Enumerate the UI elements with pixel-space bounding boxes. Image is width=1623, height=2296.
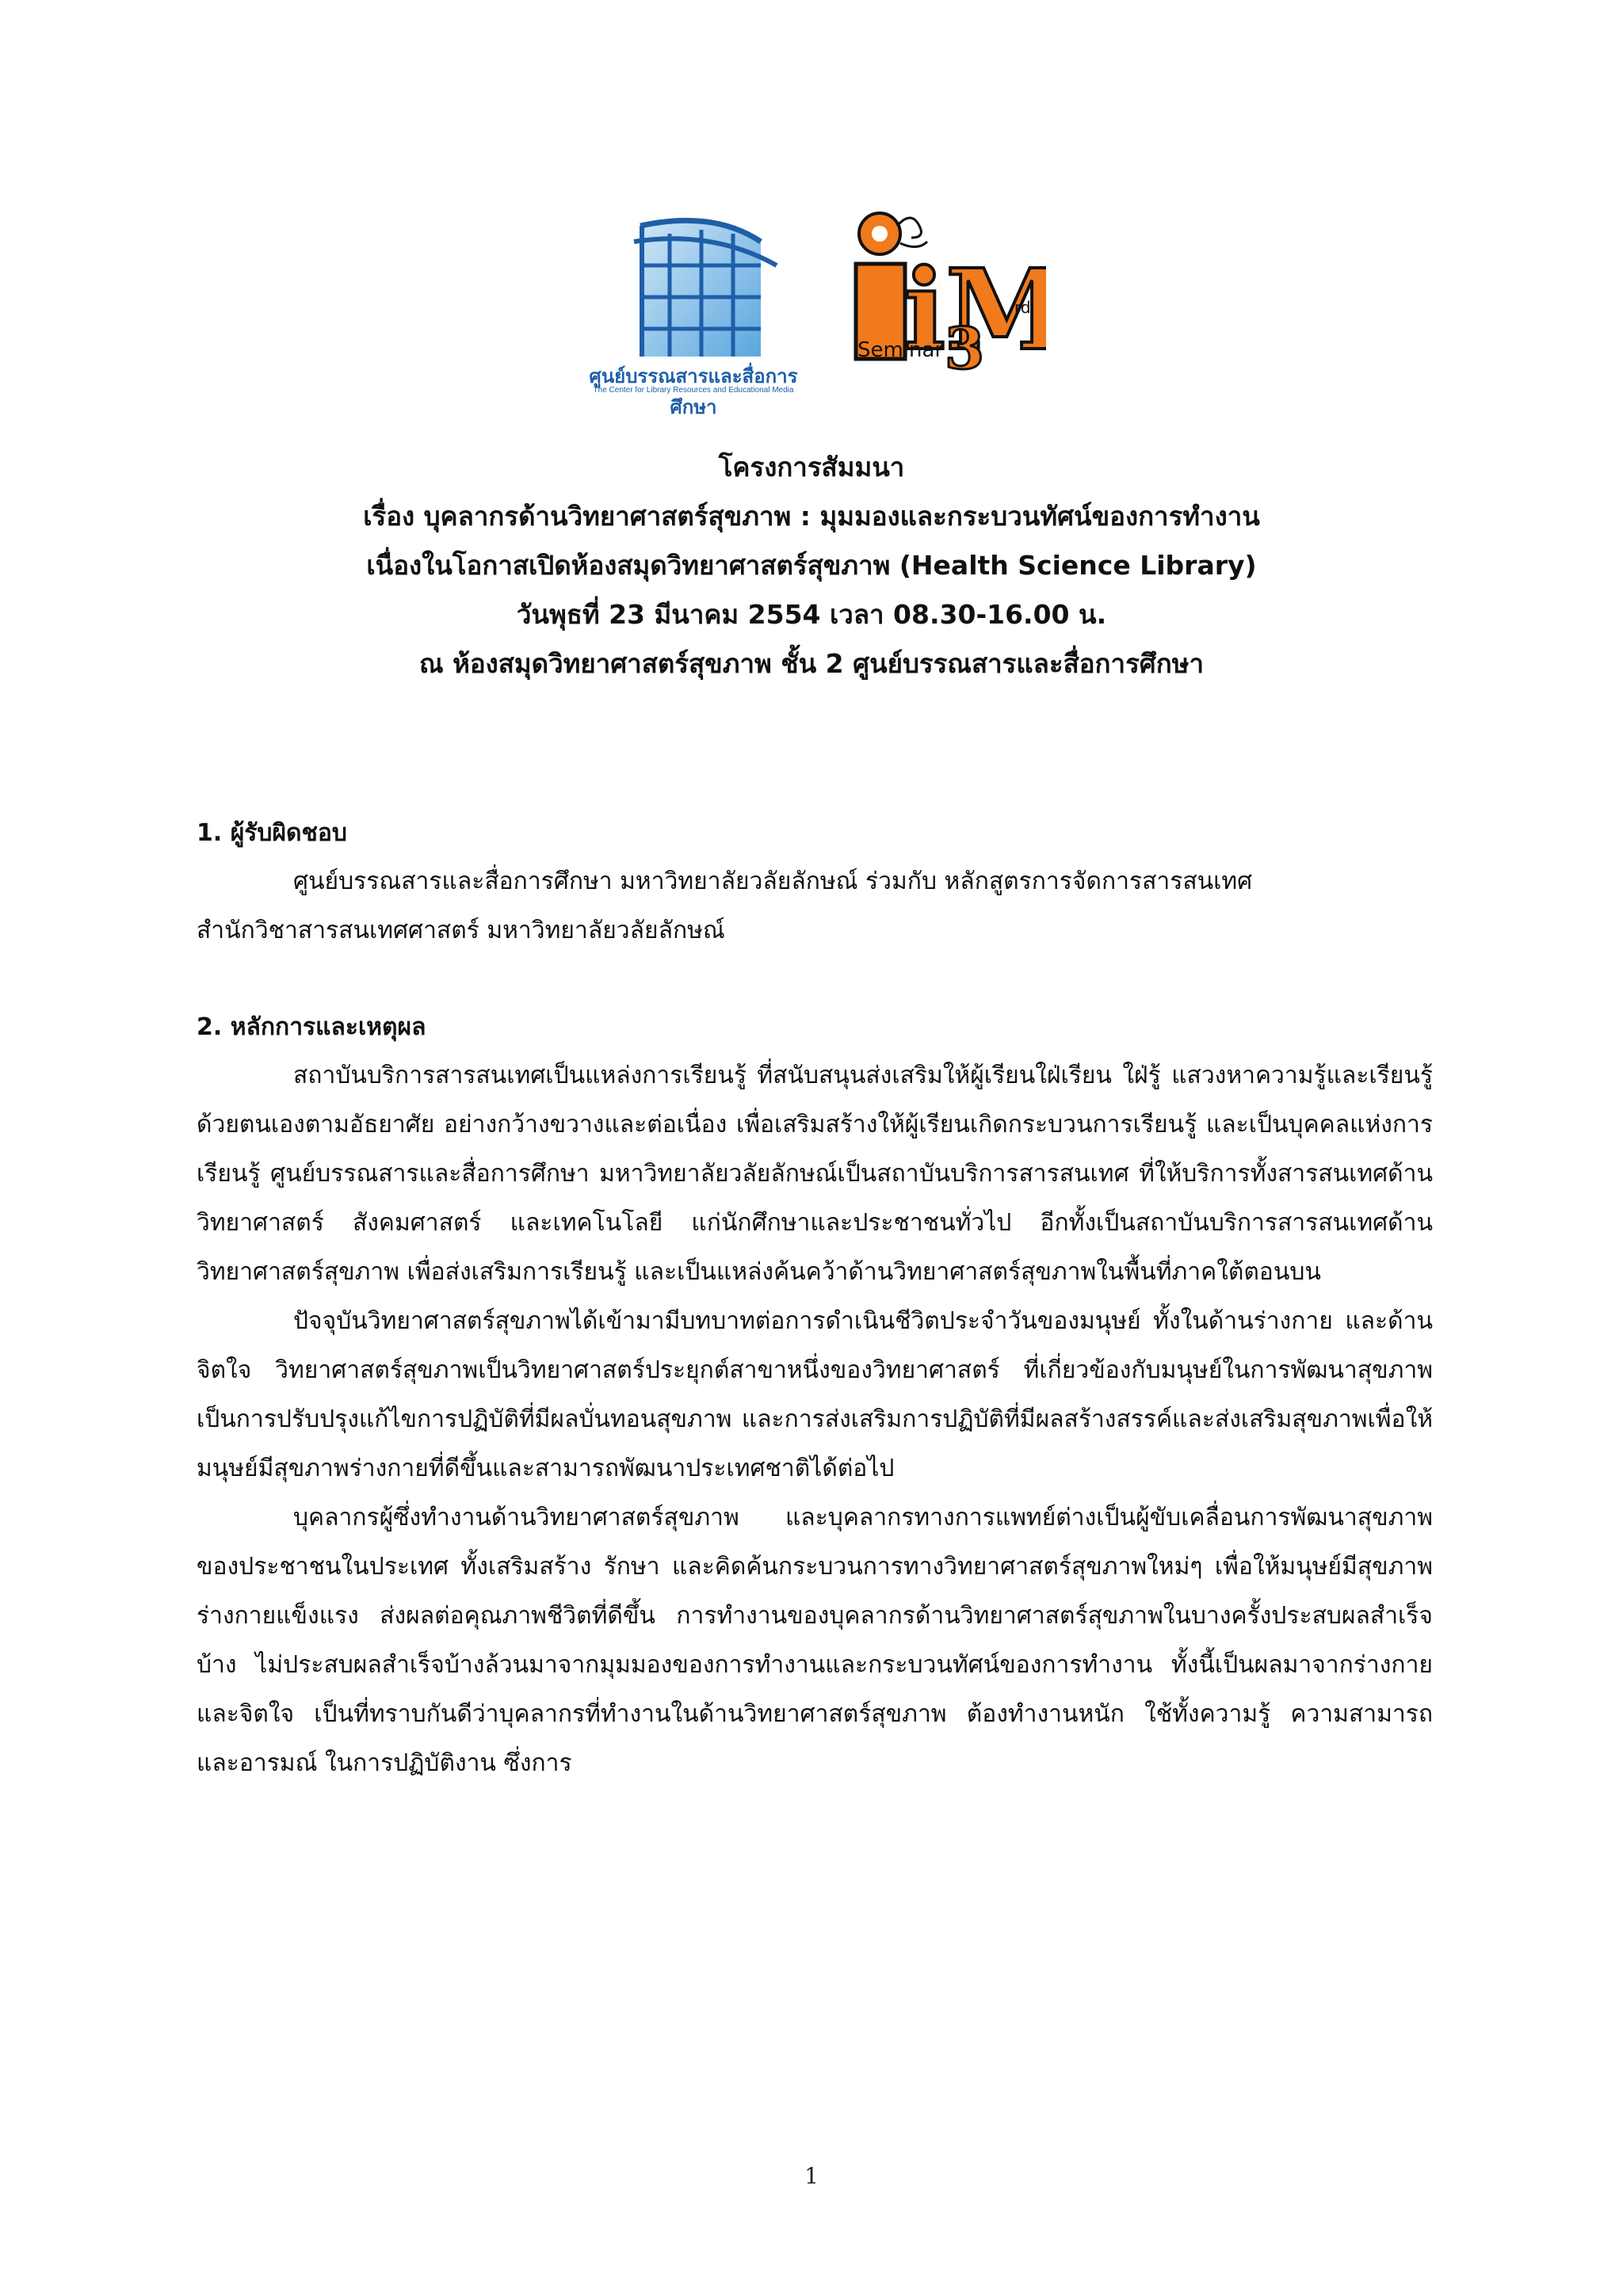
library-center-logo bbox=[579, 210, 808, 418]
section-2-heading: 2. หลักการและเหตุผล bbox=[197, 1013, 426, 1041]
im-logo-seminar: Seminar bbox=[857, 338, 944, 362]
im-seminar-logo bbox=[824, 202, 1046, 388]
title-line-1: โครงการสัมมนา bbox=[718, 452, 905, 482]
section-responsible bbox=[197, 816, 1433, 955]
title-line-2: เรื่อง บุคลากรด้านวิทยาศาสตร์สุขภาพ : มุมมองและกระบวนทัศน์ของการทำงาน bbox=[363, 501, 1260, 532]
section-1-line-2: สำนักวิชาสารสนเทศศาสตร์ มหาวิทยาลัยวลัยลักษณ์ bbox=[197, 917, 725, 944]
section-2-paragraph-3: บุคลากรผู้ซึ่งทำงานด้านวิทยาศาสตร์สุขภาพ และบุคลากรทางการแพทย์ต่างเป็นผู้ขับเคลื่อนการพัฒนาสุขภาพของประชาชนในประเทศ ทั้งเสริมสร้าง รักษา และคิดค้นกระบวนการทางวิทยาศาสตร์สุขภาพใหม่ๆ เพื่อให้มนุษย์มีสุขภาพร่างกายแข็งแรง ส่งผลต่อคุณภาพชีวิตที่ดีขึ้น การทำงานของบุคลากรด้านวิทยาศาสตร์สุขภาพในบางครั้งประสบผลสำเร็จบ้าง ไม่ประสบผลสำเร็จบ้างล้วนมาจากมุมมองของการทำงานและกระบวนทัศน์ของการทำงาน ทั้งนี้เป็นผลมาจากร่างกายและจิตใจ เป็นที่ทราบกันดีว่าบุคลากรที่ทำงานในด้านวิทยาศาสตร์สุขภาพ ต้องทำงานหนัก ใช้ทั้งความรู้ ความสามารถ และอารมณ์ ในการปฏิบัติงาน ซึ่งการ bbox=[197, 1504, 1433, 1777]
section-1-line-1: ศูนย์บรรณสารและสื่อการศึกษา มหาวิทยาลัยวลัยลักษณ์ ร่วมกับ หลักสูตรการจัดการสารสนเทศ bbox=[293, 868, 1253, 895]
section-2-paragraph-2: ปัจจุบันวิทยาศาสตร์สุขภาพได้เข้ามามีบทบาทต่อการดำเนินชีวิตประจำวันของมนุษย์ ทั้งในด้านร่างกาย และด้านจิตใจ วิทยาศาสตร์สุขภาพเป็นวิทยาศาสตร์ประยุกต์สาขาหนึ่งของวิทยาศาสตร์ ที่เกี่ยวข้องกับมนุษย์ในการพัฒนาสุขภาพ เป็นการปรับปรุงแก้ไขการปฏิบัติที่มีผลบั่นทอนสุขภาพ และการส่งเสริมการปฏิบัติที่มีผลสร้างสรรค์และส่งเสริมสุขภาพเพื่อให้มนุษย์มีสุขภาพร่างกายที่ดีขึ้นและสามารถพัฒนาประเทศชาติได้ต่อไป bbox=[197, 1307, 1433, 1482]
library-building-icon bbox=[579, 210, 808, 360]
document-title-block bbox=[127, 450, 1496, 696]
im-logo-m: iM bbox=[903, 246, 1046, 376]
title-line-4: วันพุธที่ 23 มีนาคม 2554 เวลา 08.30-16.00 น. bbox=[516, 599, 1107, 630]
title-line-3: เนื่องในโอกาสเปิดห้องสมุดวิทยาศาสตร์สุขภาพ (Health Science Library) bbox=[366, 550, 1257, 581]
library-logo-name: ศูนย์บรรณสารและสื่อการศึกษา bbox=[589, 365, 798, 418]
logo-row bbox=[0, 202, 1623, 418]
section-2-paragraph-1: สถาบันบริการสารสนเทศเป็นแหล่งการเรียนรู้ ที่สนับสนุนส่งเสริมให้ผู้เรียนใฝ่เรียน ใฝ่รู้ แสวงหาความรู้และเรียนรู้ด้วยตนเองตามอัธยาศัย อย่างกว้างขวางและต่อเนื่อง เพื่อเสริมสร้างให้ผู้เรียนเกิดกระบวนการเรียนรู้ และเป็นบุคคลแห่งการเรียนรู้ ศูนย์บรรณสารและสื่อการศึกษา มหาวิทยาลัยวลัยลักษณ์เป็นสถาบันบริการสารสนเทศ ที่ให้บริการทั้งสารสนเทศด้านวิทยาศาสตร์ สังคมศาสตร์ และเทคโนโลยี แก่นักศึกษาและประชาชนทั่วไป อีกทั้งเป็นสถาบันบริการสารสนเทศด้านวิทยาศาสตร์สุขภาพ เพื่อส่งเสริมการเรียนรู้ และเป็นแหล่งค้นคว้าด้านวิทยาศาสตร์สุขภาพในพื้นที่ภาคใต้ตอนบน bbox=[197, 1062, 1433, 1286]
page-number: 1 bbox=[804, 2163, 819, 2189]
title-line-5: ณ ห้องสมุดวิทยาศาสตร์สุขภาพ ชั้น 2 ศูนย์บรรณสารและสื่อการศึกษา bbox=[418, 648, 1205, 679]
im-logo-number: 3 bbox=[945, 315, 985, 382]
im-logo-suffix: rd bbox=[1014, 298, 1031, 317]
section-1-heading: 1. ผู้รับผิดชอบ bbox=[197, 819, 347, 847]
section-rationale bbox=[197, 1010, 1433, 1788]
library-logo-english-name: The Center for Library Resources and Educational Media bbox=[593, 386, 794, 395]
